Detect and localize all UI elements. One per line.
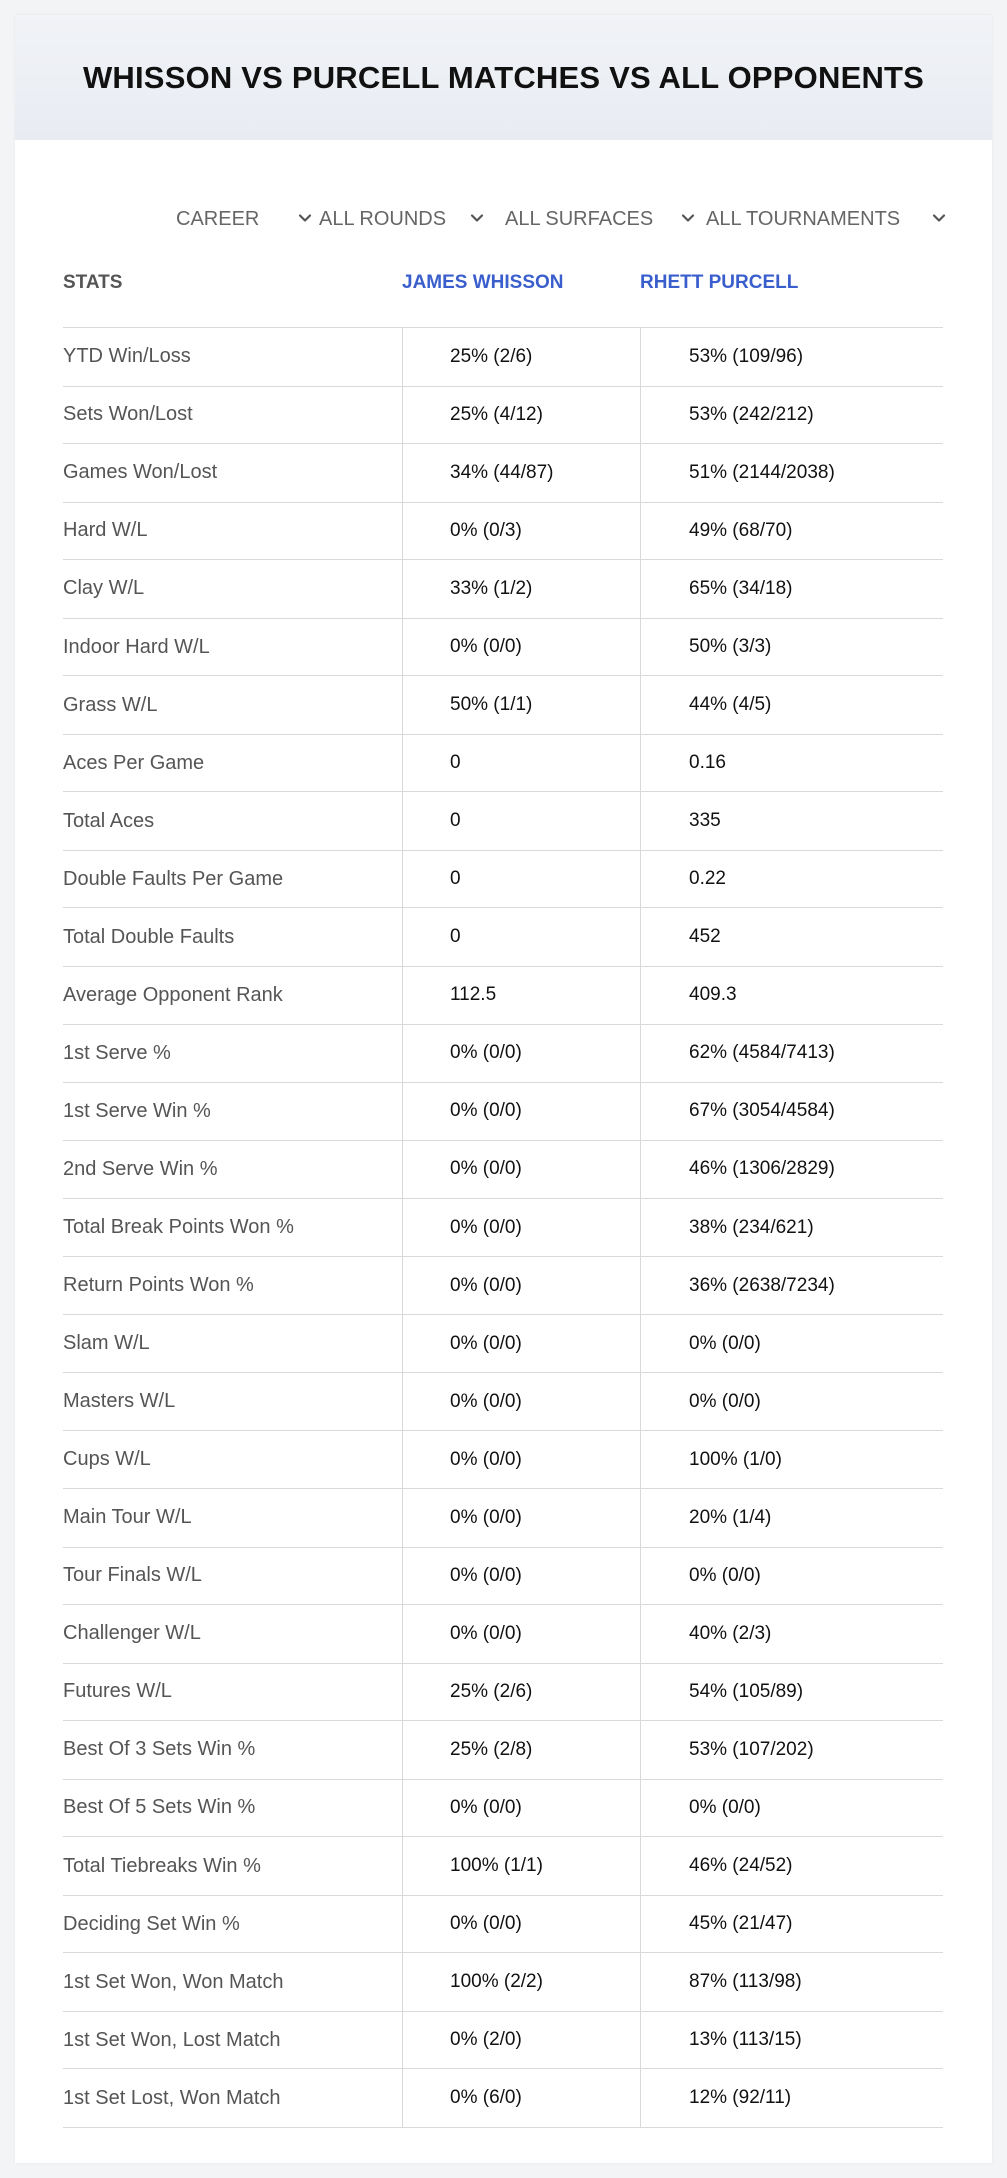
player1-value: 25% (4/12) (402, 387, 638, 444)
stat-label: 1st Serve Win % (63, 1099, 211, 1122)
stat-label: Deciding Set Win % (63, 1912, 240, 1935)
table-row (63, 792, 943, 851)
player1-value: 112.5 (402, 967, 638, 1024)
player1-value: 100% (2/2) (402, 1953, 638, 2011)
chevron-down-icon (297, 210, 313, 226)
table-row (63, 1373, 943, 1432)
stat-label: Total Double Faults (63, 925, 235, 948)
player1-value: 0% (0/0) (402, 1780, 638, 1837)
player1-value: 0% (0/0) (402, 1315, 638, 1372)
player1-value: 0% (0/0) (402, 1896, 638, 1953)
stat-label: Hard W/L (63, 519, 148, 542)
table-row (63, 1837, 943, 1896)
table-row (63, 1199, 943, 1257)
table-row (63, 1431, 943, 1489)
stat-label: Tour Finals W/L (63, 1564, 202, 1587)
stat-label: Return Points Won % (63, 1274, 254, 1297)
player1-value: 0 (402, 908, 638, 966)
filter-label: ALL TOURNAMENTS (706, 207, 901, 230)
table-row (63, 1257, 943, 1316)
player2-value: 452 (640, 908, 943, 966)
table-row (63, 1605, 943, 1664)
filter-label: CAREER (176, 207, 260, 230)
filter-surfaces[interactable] (505, 191, 701, 247)
player1-value: 25% (2/6) (402, 328, 638, 386)
table-row (63, 1489, 943, 1548)
table-row (63, 1780, 943, 1838)
player1-value: 34% (44/87) (402, 444, 638, 502)
stat-label: 1st Set Lost, Won Match (63, 2086, 281, 2109)
chevron-down-icon (680, 210, 696, 226)
stat-label: Total Break Points Won % (63, 1216, 294, 1238)
column-header-player1[interactable]: JAMES WHISSON (402, 272, 564, 293)
table-row (63, 387, 943, 445)
player2-value: 20% (1/4) (640, 1489, 943, 1547)
filter-career[interactable] (176, 191, 316, 247)
table-header (63, 253, 943, 328)
player1-value: 0% (0/0) (402, 1199, 638, 1256)
table-row (63, 908, 943, 967)
stats-card (15, 15, 992, 2163)
stat-label: Best Of 3 Sets Win % (63, 1738, 256, 1761)
table-row (63, 1141, 943, 1200)
table-row (63, 676, 943, 735)
player2-value: 12% (92/11) (640, 2069, 943, 2127)
player1-value: 100% (1/1) (402, 1837, 638, 1895)
stat-label: Aces Per Game (63, 751, 205, 774)
player2-value: 335 (640, 792, 943, 850)
player2-value: 46% (24/52) (640, 1837, 943, 1895)
player1-value: 0% (0/0) (402, 1605, 638, 1663)
chevron-down-icon (931, 210, 947, 226)
chevron-down-icon (469, 210, 485, 226)
table-row (63, 1083, 943, 1141)
table-row (63, 2012, 943, 2070)
stat-label: Cups W/L (63, 1448, 151, 1471)
player1-value: 0% (0/0) (402, 1548, 638, 1605)
table-row (63, 328, 943, 387)
player2-value: 409.3 (640, 967, 943, 1024)
stat-label: YTD Win/Loss (63, 345, 191, 368)
player1-value: 25% (2/8) (402, 1721, 638, 1779)
stat-label: Games Won/Lost (63, 461, 218, 484)
stat-label: Average Opponent Rank (63, 983, 283, 1006)
table-row (63, 619, 943, 677)
player2-value: 0.22 (640, 851, 943, 908)
table-row (63, 967, 943, 1025)
table-row (63, 735, 943, 793)
player2-value: 100% (1/0) (640, 1431, 943, 1488)
player1-value: 0 (402, 792, 638, 850)
stat-label: Total Aces (63, 809, 155, 832)
stat-label: Indoor Hard W/L (63, 635, 210, 658)
page-title: WHISSON VS PURCELL MATCHES VS ALL OPPONENTS (82, 59, 925, 95)
table-row (63, 851, 943, 909)
table-row (63, 560, 943, 619)
player1-value: 0% (6/0) (402, 2069, 638, 2127)
player2-value: 38% (234/621) (640, 1199, 943, 1256)
table-row (63, 1664, 943, 1722)
player2-value: 0% (0/0) (640, 1315, 943, 1372)
player1-value: 0 (402, 851, 638, 908)
table-row (63, 444, 943, 503)
player1-value: 0 (402, 735, 638, 792)
player2-value: 45% (21/47) (640, 1896, 943, 1953)
filter-bar (15, 191, 992, 247)
player2-value: 0% (0/0) (640, 1548, 943, 1605)
player2-value: 65% (34/18) (640, 560, 943, 618)
player2-value: 13% (113/15) (640, 2012, 943, 2069)
player1-value: 0% (0/0) (402, 1141, 638, 1199)
player2-value: 0% (0/0) (640, 1780, 943, 1837)
player2-value: 53% (107/202) (640, 1721, 943, 1779)
player1-value: 33% (1/2) (402, 560, 638, 618)
player2-value: 62% (4584/7413) (640, 1025, 943, 1083)
table-row (63, 1315, 943, 1373)
stat-label: Double Faults Per Game (63, 867, 284, 890)
table-row (63, 503, 943, 561)
player1-value: 0% (0/0) (402, 1431, 638, 1488)
stat-label: Best Of 5 Sets Win % (63, 1796, 256, 1819)
table-row (63, 1548, 943, 1606)
stat-label: Sets Won/Lost (63, 403, 193, 426)
filter-label: ALL ROUNDS (319, 207, 447, 230)
player1-value: 0% (0/0) (402, 1025, 638, 1083)
player1-value: 0% (0/0) (402, 1373, 638, 1431)
stat-label: Clay W/L (63, 577, 145, 600)
filter-rounds[interactable] (319, 191, 495, 247)
stat-label: 1st Serve % (63, 1041, 171, 1064)
stat-label: Challenger W/L (63, 1622, 201, 1645)
player2-value: 51% (2144/2038) (640, 444, 943, 502)
player1-value: 0% (0/0) (402, 1489, 638, 1547)
player1-value: 0% (0/0) (402, 1257, 638, 1315)
filter-label: ALL SURFACES (505, 207, 654, 230)
player2-value: 44% (4/5) (640, 676, 943, 734)
player2-value: 53% (109/96) (640, 328, 943, 386)
player1-value: 0% (0/0) (402, 1083, 638, 1140)
player2-value: 0.16 (640, 735, 943, 792)
stat-label: 1st Set Won, Won Match (63, 1970, 284, 1993)
player2-value: 67% (3054/4584) (640, 1083, 943, 1140)
table-row (63, 1025, 943, 1084)
stat-label: 2nd Serve Win % (63, 1157, 218, 1180)
stat-label: Grass W/L (63, 693, 158, 716)
player2-value: 0% (0/0) (640, 1373, 943, 1431)
filter-tournaments[interactable] (706, 191, 956, 247)
stats-table-body (63, 328, 943, 2128)
column-header-stats: STATS (63, 272, 123, 293)
player1-value: 0% (0/3) (402, 503, 638, 560)
player2-value: 50% (3/3) (640, 619, 943, 676)
table-row (63, 1896, 943, 1954)
table-row (63, 2069, 943, 2128)
stat-label: 1st Set Won, Lost Match (63, 2028, 281, 2051)
stat-label: Total Tiebreaks Win % (63, 1854, 261, 1877)
stat-label: Slam W/L (63, 1332, 150, 1355)
table-row (63, 1953, 943, 2012)
stat-label: Main Tour W/L (63, 1506, 192, 1529)
player2-value: 54% (105/89) (640, 1664, 943, 1721)
stat-label: Futures W/L (63, 1680, 172, 1703)
player2-value: 46% (1306/2829) (640, 1141, 943, 1199)
stat-label: Masters W/L (63, 1390, 176, 1413)
player2-value: 36% (2638/7234) (640, 1257, 943, 1315)
player1-value: 0% (2/0) (402, 2012, 638, 2069)
player2-value: 49% (68/70) (640, 503, 943, 560)
player1-value: 25% (2/6) (402, 1664, 638, 1721)
column-header-player2[interactable]: RHETT PURCELL (640, 272, 799, 293)
player2-value: 53% (242/212) (640, 387, 943, 444)
player2-value: 40% (2/3) (640, 1605, 943, 1663)
page-header (15, 15, 992, 140)
player1-value: 50% (1/1) (402, 676, 638, 734)
player1-value: 0% (0/0) (402, 619, 638, 676)
player2-value: 87% (113/98) (640, 1953, 943, 2011)
table-row (63, 1721, 943, 1780)
